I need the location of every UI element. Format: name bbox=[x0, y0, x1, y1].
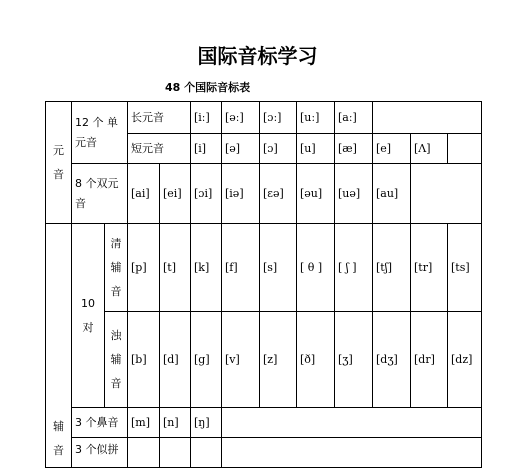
voiced-consonant: [ð] bbox=[297, 312, 335, 408]
next-group-label: 3 个似拼 bbox=[72, 438, 128, 468]
voiceless-consonant: [p] bbox=[128, 224, 160, 312]
voiced-consonant: [z] bbox=[260, 312, 297, 408]
long-vowel: [aː] bbox=[335, 102, 373, 134]
voiceless-consonant: [f] bbox=[222, 224, 260, 312]
short-vowel: [e] bbox=[373, 134, 411, 164]
voiceless-consonant: [ts] bbox=[448, 224, 482, 312]
short-vowel: [Λ] bbox=[411, 134, 448, 164]
voiced-consonant: [dz] bbox=[448, 312, 482, 408]
empty-cell bbox=[222, 438, 482, 468]
diphthong: [ei] bbox=[160, 164, 191, 224]
diphthong: [əu] bbox=[297, 164, 335, 224]
voiceless-consonant: [ ʃ ] bbox=[335, 224, 373, 312]
nasal-consonant: [ŋ] bbox=[191, 408, 222, 438]
empty-cell bbox=[160, 438, 191, 468]
short-vowel: [æ] bbox=[335, 134, 373, 164]
diphthong-label: 8 个双元音 bbox=[72, 164, 128, 224]
voiced-consonant: [dr] bbox=[411, 312, 448, 408]
short-vowel: [ə] bbox=[222, 134, 260, 164]
voiceless-consonant: [tr] bbox=[411, 224, 448, 312]
consonant-category-cell: 辅 音 bbox=[46, 224, 72, 468]
voiceless-consonant: [t] bbox=[160, 224, 191, 312]
short-vowel: [ɔ] bbox=[260, 134, 297, 164]
ipa-table bbox=[45, 101, 482, 468]
voiced-label: 浊 辅 音 bbox=[105, 312, 128, 408]
voiced-consonant: [d] bbox=[160, 312, 191, 408]
nasal-consonant: [m] bbox=[128, 408, 160, 438]
monophthong-group-label: 12 个 单元音 bbox=[72, 102, 128, 164]
empty-cell bbox=[191, 438, 222, 468]
nasal-label: 3 个鼻音 bbox=[72, 408, 128, 438]
nasal-consonant: [n] bbox=[160, 408, 191, 438]
diphthong: [au] bbox=[373, 164, 411, 224]
long-vowel: [uː] bbox=[297, 102, 335, 134]
voiced-consonant: [v] bbox=[222, 312, 260, 408]
voiced-consonant: [b] bbox=[128, 312, 160, 408]
diphthong: [uə] bbox=[335, 164, 373, 224]
long-vowel: [əː] bbox=[222, 102, 260, 134]
empty-cell bbox=[222, 408, 482, 438]
diphthong: [ai] bbox=[128, 164, 160, 224]
long-vowel: [iː] bbox=[191, 102, 222, 134]
empty-cell bbox=[448, 134, 482, 164]
short-vowel-label: 短元音 bbox=[128, 134, 191, 164]
pairs-label: 10 对 bbox=[72, 224, 105, 408]
long-vowel-label: 长元音 bbox=[128, 102, 191, 134]
empty-cell bbox=[128, 438, 160, 468]
voiceless-consonant: [s] bbox=[260, 224, 297, 312]
voiceless-label: 清 辅 音 bbox=[105, 224, 128, 312]
voiceless-consonant: [tʃ] bbox=[373, 224, 411, 312]
long-vowel: [ɔː] bbox=[260, 102, 297, 134]
short-vowel: [u] bbox=[297, 134, 335, 164]
diphthong: [εə] bbox=[260, 164, 297, 224]
short-vowel: [i] bbox=[191, 134, 222, 164]
voiced-consonant: [dʒ] bbox=[373, 312, 411, 408]
vowel-category-cell: 元 音 bbox=[46, 102, 72, 224]
table-caption: 48 个国际音标表 bbox=[165, 81, 251, 94]
voiceless-consonant: [k] bbox=[191, 224, 222, 312]
page-title: 国际音标学习 bbox=[197, 44, 318, 68]
voiced-consonant: [ʒ] bbox=[335, 312, 373, 408]
diphthong: [iə] bbox=[222, 164, 260, 224]
empty-cell bbox=[411, 164, 482, 224]
voiced-consonant: [g] bbox=[191, 312, 222, 408]
voiceless-consonant: [ θ ] bbox=[297, 224, 335, 312]
diphthong: [ɔi] bbox=[191, 164, 222, 224]
empty-cell bbox=[373, 102, 482, 134]
